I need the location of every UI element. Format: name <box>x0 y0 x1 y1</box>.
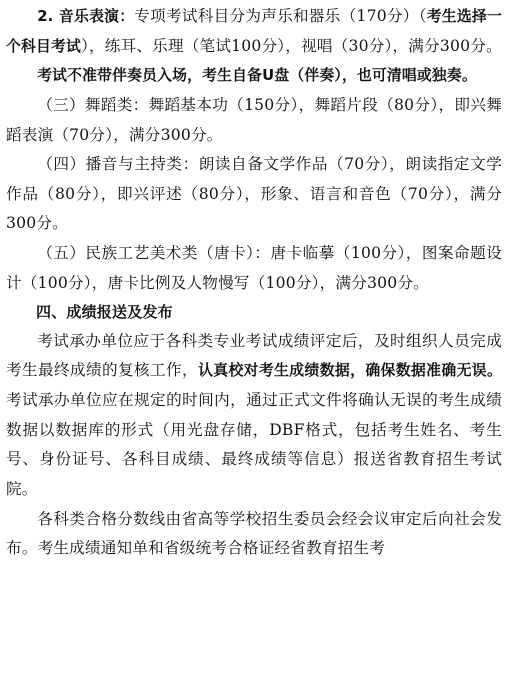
paragraph-score-submission <box>6 327 502 505</box>
score-submission-text-2: 考试承办单位应在规定的时间内，通过正式文件将确认无误的考生成绩数据以数据库的形式（用光盘存储，DBF格式，包括考生姓名、考生号、身份证号、各科目成绩、最终成绩等信息）报送省教育招生考试院。 <box>6 391 502 498</box>
paragraph-thangka: （五）民族工艺美术类（唐卡）：唐卡临摹（100分），图案命题设计（100分），唐卡比例及人物慢写（100分），满分300分。 <box>6 244 502 292</box>
paragraph-dance: （三）舞蹈类：舞蹈基本功（150分），舞蹈片段（80分），即兴舞蹈表演（70分），满分300分。 <box>6 95 502 144</box>
section-heading-scores: 四、成绩报送及发布 <box>36 303 173 322</box>
accompaniment-rule-text: 考试不准带伴奏员入场，考生自备U盘（伴奏），也可清唱或独奏。 <box>37 67 477 85</box>
paragraph-music-performance <box>6 2 502 61</box>
paragraph-accompaniment-rule <box>6 61 502 91</box>
score-submission-bold: 认真校对考生成绩数据，确保数据准确无误。 <box>198 362 502 380</box>
document-page <box>6 2 502 564</box>
paragraph-passing-line: 各科类合格分数线由省高等学校招生委员会经会议审定后向社会发布。考生成绩通知单和省级统考合格证经省教育招生考 <box>6 509 502 558</box>
music-performance-text-1: 专项考试科目分为声乐和器乐（170分）（ <box>134 7 427 25</box>
music-performance-bold-note: 考生选择一个科目考试 <box>6 8 502 55</box>
score-submission-text-1: 考试承办单位应于各科类专业考试成绩评定后，及时组织人员完成考生最终成绩的复核工作， <box>6 331 502 380</box>
music-performance-label: 2. 音乐表演： <box>37 8 135 25</box>
music-performance-text-2: ），练耳、乐理（笔试100分），视唱（30分），满分300分。 <box>81 36 502 55</box>
paragraph-broadcasting: （四）播音与主持类：朗读自备文学作品（70分），朗读指定文学作品（80分），即兴评述（80分），形象、语言和音色（70分），满分300分。 <box>6 155 502 233</box>
